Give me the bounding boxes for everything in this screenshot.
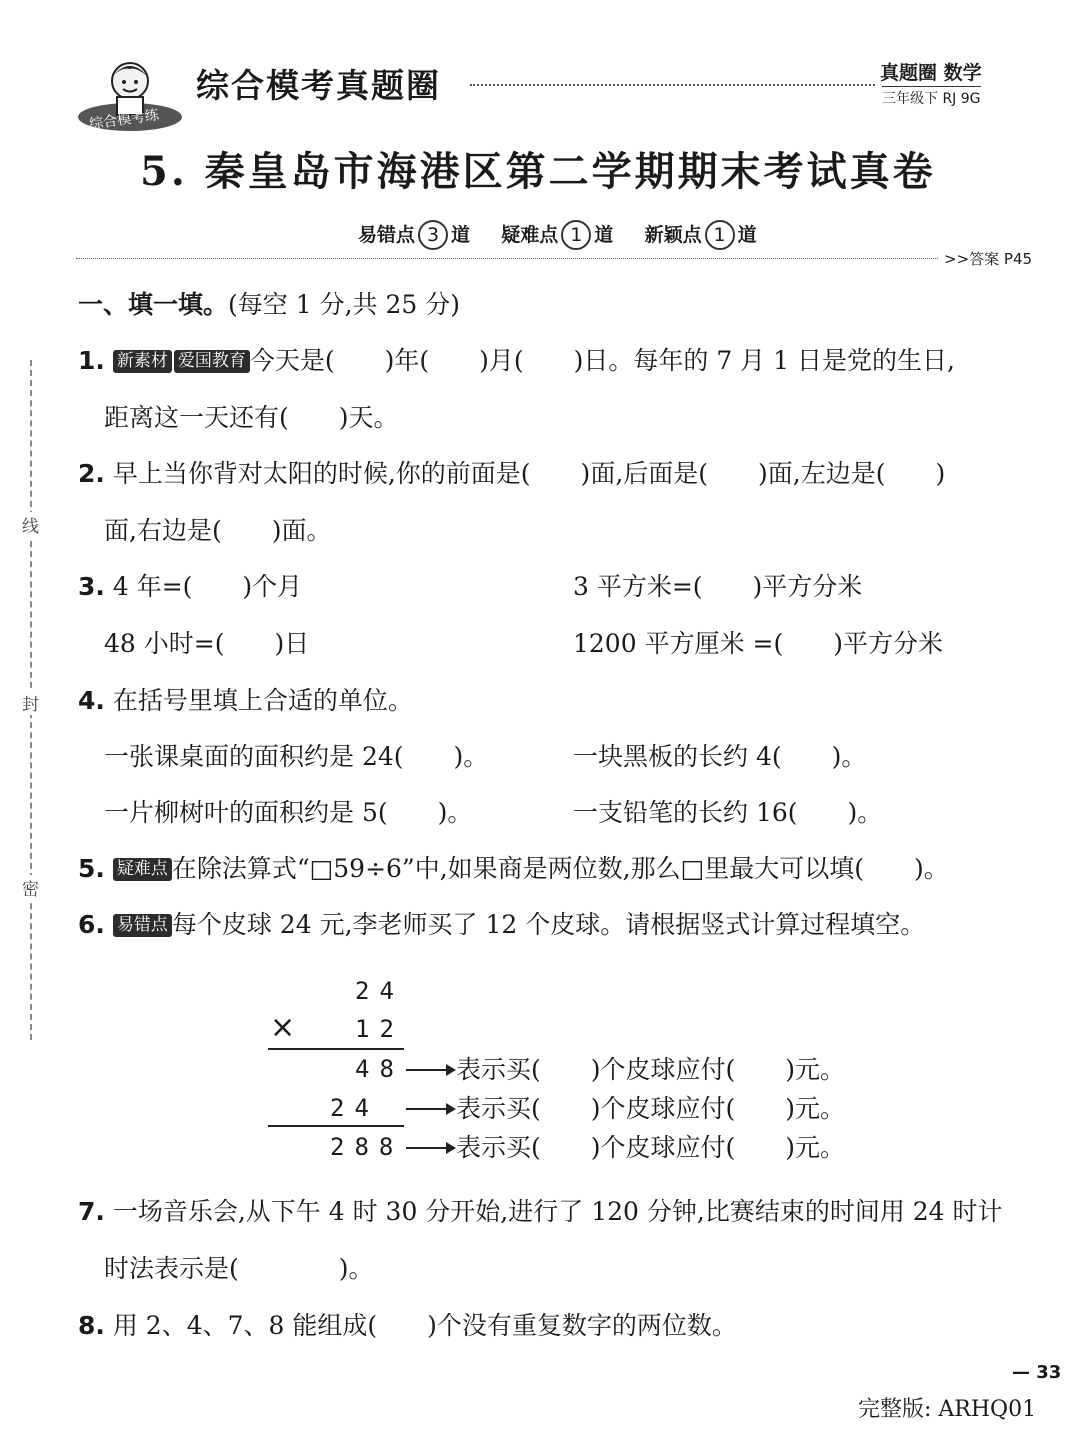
calc-row-partial-1: 48: [355, 1055, 404, 1083]
calc-row-multiplicand: 24: [355, 977, 404, 1005]
new-label: 新颖点: [644, 224, 702, 246]
brand-label: 真题圈 数学: [880, 62, 982, 84]
page-number: — 33: [1012, 1362, 1062, 1383]
question-6: [78, 912, 925, 937]
calc-explain-1: 表示买( )个皮球应付( )元。: [456, 1055, 846, 1084]
version-code: 完整版: ARHQ01: [858, 1397, 1037, 1422]
question-4-a: 一张课桌面的面积约是 24( )。: [104, 742, 489, 771]
question-2-line2: 面,右边是( )面。: [104, 516, 332, 545]
binding-label-line: 线: [22, 512, 39, 537]
section-title: 一、填一填。: [78, 290, 229, 319]
question-number: 8.: [78, 1311, 105, 1340]
times-sign: ×: [270, 1010, 296, 1045]
calc-explain-2: 表示买( )个皮球应付( )元。: [456, 1094, 846, 1123]
question-text: 一场音乐会,从下午 4 时 30 分开始,进行了 120 分钟,比赛结束的时间用 24 时计: [112, 1197, 1003, 1226]
paper-stats: [358, 220, 757, 250]
grade-code: 三年级下 RJ 9G: [882, 86, 981, 108]
question-text: 在除法算式“□59÷6”中,如果商是两位数,那么□里最大可以填( )。: [171, 854, 949, 883]
binding-label-close: 密: [22, 875, 39, 900]
question-text: 早上当你背对太阳的时候,你的前面是( )面,后面是( )面,左边是( ): [112, 459, 946, 488]
question-text: 每个皮球 24 元,李老师买了 12 个皮球。请根据竖式计算过程填空。: [171, 910, 926, 939]
question-number: 5.: [78, 854, 105, 883]
calc-rule-2: [268, 1125, 404, 1127]
section-heading: [78, 292, 460, 317]
question-2-line1: [78, 461, 945, 486]
tag-error-prone: 易错点: [113, 914, 172, 937]
section-note: (每空 1 分,共 25 分): [228, 290, 460, 319]
error-label: 易错点: [358, 224, 416, 246]
arrow-icon: [406, 1108, 454, 1110]
hard-count: 1: [561, 220, 591, 250]
tag-difficult: 疑难点: [113, 858, 172, 881]
question-4-b: 一块黑板的长约 4( )。: [573, 742, 867, 771]
question-number: 6.: [78, 910, 105, 939]
question-3-c: 48 小时=( )日: [104, 629, 310, 658]
question-5: [78, 856, 949, 881]
question-3-a: [78, 574, 302, 599]
question-4-c: 一片柳树叶的面积约是 5( )。: [104, 798, 473, 827]
question-text: 今天是( )年( )月( )日。每年的 7 月 1 日是党的生日,: [249, 346, 955, 375]
calc-rule-1: [268, 1048, 404, 1050]
calc-row-partial-2: 24: [330, 1094, 379, 1122]
question-3-b: 3 平方米=( )平方分米: [573, 572, 863, 601]
question-number: 1.: [78, 346, 105, 375]
question-text: 在括号里填上合适的单位。: [112, 686, 413, 715]
question-3-d: 1200 平方厘米 =( )平方分米: [573, 629, 943, 658]
question-number: 4.: [78, 686, 105, 715]
calc-row-multiplier: 12: [355, 1015, 404, 1043]
question-4-stem: [78, 688, 413, 713]
question-text: 用 2、4、7、8 能组成( )个没有重复数字的两位数。: [112, 1311, 737, 1340]
question-1-line2: 距离这一天还有( )天。: [104, 403, 399, 432]
error-count: 3: [418, 220, 448, 250]
paper-title: 5. 秦皇岛市海港区第二学期期末考试真卷: [140, 148, 936, 195]
new-count: 1: [705, 220, 735, 250]
question-number: 3.: [78, 572, 105, 601]
question-4-d: 一支铅笔的长约 16( )。: [573, 798, 883, 827]
tag-new-material: 新素材: [113, 350, 172, 373]
calc-row-product: 288: [330, 1133, 404, 1161]
hard-label: 疑难点: [501, 224, 559, 246]
answer-reference: >>答案 P45: [944, 250, 1033, 268]
question-1-line1: [78, 348, 955, 373]
series-title: 综合模考真题圈: [196, 66, 441, 105]
arrow-icon: [406, 1069, 454, 1071]
calc-explain-3: 表示买( )个皮球应付( )元。: [456, 1133, 846, 1162]
hard-unit: 道: [594, 224, 614, 246]
section-dotted-rule: [76, 258, 938, 259]
header-dotted-rule: [470, 84, 875, 86]
binding-label-seal: 封: [22, 690, 39, 715]
tag-patriotic: 爱国教育: [174, 350, 250, 373]
question-text: 4 年=( )个月: [112, 572, 303, 601]
mascot-logo: [75, 55, 185, 135]
question-8: [78, 1313, 737, 1338]
question-7-line2: 时法表示是( )。: [104, 1254, 374, 1283]
question-7-line1: [78, 1199, 1003, 1224]
new-unit: 道: [737, 224, 757, 246]
mascot-badge-text: 综合模考练: [88, 107, 160, 133]
error-unit: 道: [451, 224, 471, 246]
question-number: 2.: [78, 459, 105, 488]
question-number: 7.: [78, 1197, 105, 1226]
arrow-icon: [406, 1147, 454, 1149]
